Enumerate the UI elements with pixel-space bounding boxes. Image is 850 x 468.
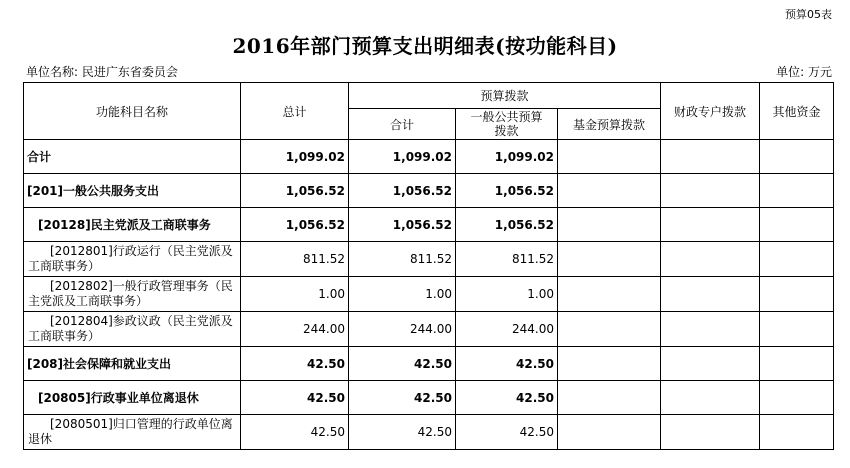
row-total: 42.50 <box>241 347 349 381</box>
row-general: 42.50 <box>456 381 558 415</box>
row-name: [201]一般公共服务支出 <box>24 174 241 208</box>
row-total: 42.50 <box>241 381 349 415</box>
row-total: 1,056.52 <box>241 174 349 208</box>
budget-table <box>23 82 834 450</box>
row-special <box>661 347 760 381</box>
row-subtotal: 1,056.52 <box>349 208 456 242</box>
table-row <box>24 208 834 242</box>
row-special <box>661 140 760 174</box>
row-name: [2012802]一般行政管理事务（民主党派及工商联事务） <box>24 277 241 312</box>
row-general: 244.00 <box>456 312 558 347</box>
row-name: [2012804]参政议政（民主党派及工商联事务） <box>24 312 241 347</box>
header-other: 其他资金 <box>760 83 834 140</box>
row-name: [20128]民主党派及工商联事务 <box>24 208 241 242</box>
unit-measure: 单位: 万元 <box>776 65 832 79</box>
row-other <box>760 208 834 242</box>
row-total: 1,099.02 <box>241 140 349 174</box>
row-other <box>760 415 834 450</box>
row-general: 811.52 <box>456 242 558 277</box>
header-special: 财政专户拨款 <box>661 83 760 140</box>
row-general: 1,056.52 <box>456 174 558 208</box>
header-fund: 基金预算拨款 <box>558 109 661 140</box>
row-fund <box>558 415 661 450</box>
row-fund <box>558 208 661 242</box>
row-special <box>661 174 760 208</box>
row-name: [20805]行政事业单位离退休 <box>24 381 241 415</box>
row-other <box>760 174 834 208</box>
header-budget-group: 预算拨款 <box>349 83 661 109</box>
row-fund <box>558 312 661 347</box>
row-subtotal: 42.50 <box>349 381 456 415</box>
table-row <box>24 312 834 347</box>
row-fund <box>558 347 661 381</box>
row-general: 1.00 <box>456 277 558 312</box>
row-special <box>661 415 760 450</box>
row-other <box>760 242 834 277</box>
row-subtotal: 42.50 <box>349 347 456 381</box>
header-subtotal: 合计 <box>349 109 456 140</box>
table-row <box>24 347 834 381</box>
row-general: 1,056.52 <box>456 208 558 242</box>
row-special <box>661 277 760 312</box>
page-title: 2016年部门预算支出明细表(按功能科目) <box>232 34 618 58</box>
row-special <box>661 208 760 242</box>
row-total: 244.00 <box>241 312 349 347</box>
row-total: 42.50 <box>241 415 349 450</box>
row-fund <box>558 277 661 312</box>
header-general: 一般公共预算拨款 <box>456 109 558 140</box>
unit-name: 单位名称: 民进广东省委员会 <box>26 65 178 79</box>
row-fund <box>558 242 661 277</box>
row-total: 811.52 <box>241 242 349 277</box>
row-total: 1.00 <box>241 277 349 312</box>
row-special <box>661 381 760 415</box>
row-fund <box>558 174 661 208</box>
row-other <box>760 381 834 415</box>
row-subtotal: 1,056.52 <box>349 174 456 208</box>
row-other <box>760 277 834 312</box>
row-general: 42.50 <box>456 415 558 450</box>
row-special <box>661 242 760 277</box>
table-row <box>24 415 834 450</box>
row-other <box>760 347 834 381</box>
row-subtotal: 1,099.02 <box>349 140 456 174</box>
table-row <box>24 277 834 312</box>
row-special <box>661 312 760 347</box>
row-fund <box>558 381 661 415</box>
table-row <box>24 242 834 277</box>
row-subtotal: 244.00 <box>349 312 456 347</box>
row-other <box>760 140 834 174</box>
row-general: 42.50 <box>456 347 558 381</box>
row-general: 1,099.02 <box>456 140 558 174</box>
row-total: 1,056.52 <box>241 208 349 242</box>
table-row <box>24 381 834 415</box>
row-subtotal: 42.50 <box>349 415 456 450</box>
row-subtotal: 811.52 <box>349 242 456 277</box>
table-number-label: 预算05表 <box>785 8 832 21</box>
table-row <box>24 174 834 208</box>
row-name: [208]社会保障和就业支出 <box>24 347 241 381</box>
row-name: [2080501]归口管理的行政单位离退休 <box>24 415 241 450</box>
row-name: 合计 <box>24 140 241 174</box>
header-total: 总计 <box>241 83 349 140</box>
row-other <box>760 312 834 347</box>
row-subtotal: 1.00 <box>349 277 456 312</box>
row-fund <box>558 140 661 174</box>
header-name: 功能科目名称 <box>24 83 241 140</box>
table-row <box>24 140 834 174</box>
row-name: [2012801]行政运行（民主党派及工商联事务） <box>24 242 241 277</box>
